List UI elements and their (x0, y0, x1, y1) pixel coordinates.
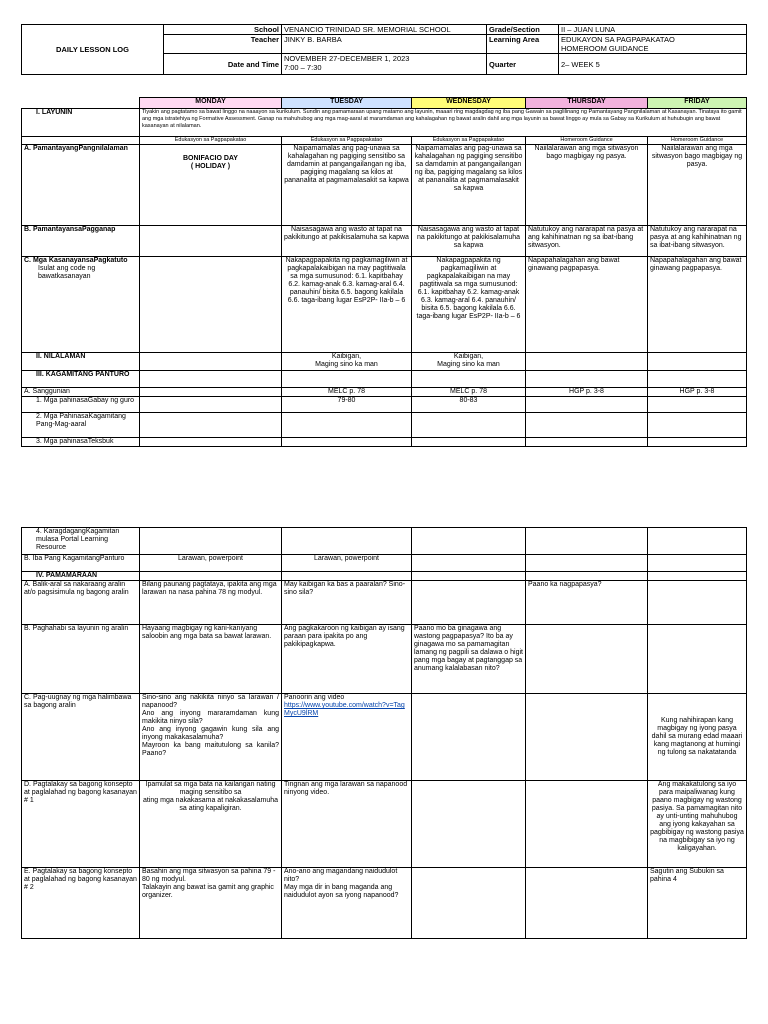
gabay-guro-tuesday: 79-80 (282, 397, 412, 413)
video-instruction: Panoorin ang video (284, 694, 345, 701)
sanggunian-label: A. Sanggunian (22, 388, 140, 397)
nilalaman-label: II. NILALAMAN (22, 353, 140, 371)
pagtalakay-1-friday: Ang makakatulong sa iyo para maipaliwanag kung paano magbigay ng wastong pasiya. Sa pamamagitan nito ay unti-unting mahuhubog ang iyong kakayahan sa pagbibigay ng wastong pasiya na magbibigay sa iyo ng kaligayahan. (648, 781, 747, 868)
pagtalakay-1-wednesday: Tingnan ang mga larawan sa napanood ninyong video. (282, 781, 412, 868)
balik-aral-label: A. Balik-aral sa nakaraang aralin at/o pagsisimula ng bagong aralin (22, 581, 140, 625)
iba-pang-kagamitan-label: B. Iba Pang KagamitangPanturo (22, 555, 140, 572)
subject-tuesday: Edukasyon sa Pagpapakatao (282, 137, 412, 145)
kagamitang-panturo-label: III. KAGAMITANG PANTURO (22, 371, 140, 388)
sanggunian-thursday: HGP p. 3-8 (526, 388, 648, 397)
day-thursday: THURSDAY (526, 98, 648, 109)
kagamitang-mag-aaral-label: 2. Mga PahinasaKagamitang Pang-Mag-aaral (22, 413, 140, 438)
c-thursday: Napapahalagahan ang bawat ginawang pagpapasya. (526, 257, 648, 353)
teksbuk-label: 3. Mga pahinasaTeksbuk (22, 438, 140, 447)
pag-uugnay-tuesday: Sino-sino ang nakikita ninyo sa larawan / napanood? Ano ang inyong mararamdaman kung makikita ninyo sila? Ano ang inyong gagawin kung sila ang inyong makakasalamuha? Mayroon ka bang maitutulong sa kanila? Paano? (140, 694, 282, 781)
kasanayan-label: C. Mga KasanayansaPagkatuto (24, 257, 128, 264)
nilalaman-tuesday: Kaibigan, Maging sino ka man (282, 353, 412, 371)
pamantayan-sa-pagganap-label: B. PamantayansaPagganap (22, 226, 140, 257)
portal-resource-label: 4. KaragdagangKagamitan mulasa Portal Learning Resource (22, 528, 140, 555)
area-value: EDUKAYON SA PAGPAPAKATAO HOMEROOM GUIDANCE (559, 35, 747, 54)
area-label: Learning Area (487, 35, 559, 54)
layunin-label: I. LAYUNIN (22, 109, 140, 137)
day-tuesday: TUESDAY (282, 98, 412, 109)
date-label: Date and Time (164, 54, 282, 75)
log-title: DAILY LESSON LOG (22, 25, 164, 75)
sanggunian-tuesday: MELC p. 78 (282, 388, 412, 397)
b-thursday: Natutukoy ang nararapat na pasya at ang kahihinatnan ng sa ibat-ibang sitwasyon. (526, 226, 648, 257)
paghahabi-thursday: Paano mo ba ginagawa ang wastong pagpapasya? Ito ba ay ginagawa mo sa pamamagitan lamang ng pagpili sa dalawa o higit pang mga bagay at pagtanggap sa anumang kalalabasan nito? (412, 625, 526, 694)
corner-cell (22, 98, 140, 109)
quarter-label: Quarter (487, 54, 559, 75)
bonifacio-day: BONIFACIO DAY ( HOLIDAY ) (140, 145, 282, 226)
c-friday: Napapahalagahan ang bawat ginawang pagpapasya. (648, 257, 747, 353)
pagtalakay-2-wednesday: Ano-ano ang magandang naidudulot nito? May mga dir in bang maganda ang naidudulot ayon sa iyong napanood? (282, 868, 412, 939)
gabay-guro-wednesday: 80-83 (412, 397, 526, 413)
c-wednesday: Nakapagpapakita ng pagkamagiliwin at pagkapalakaibigan na may pagtitiwala sa mga sumusunod: 6.1. kapitbahay 6.2. kamag-anak 6.3. kamag-aral 6.4. panauhin/ bisita 6.5. bagong kakilala 6.6. taga-ibang lugar EsP2P- IIa-b – 6 (412, 257, 526, 353)
subject-friday: Homeroom Guidance (648, 137, 747, 145)
a-thursday: Naiilalarawan ang mga sitwasyon bago magbigay ng pasya. (526, 145, 648, 226)
school-label: School (164, 25, 282, 35)
grade-value: II – JUAN LUNA (559, 25, 747, 35)
pagtalakay-1-label: D. Pagtalakay sa bagong konsepto at paglalahad ng bagong kasanayan # 1 (22, 781, 140, 868)
subject-wednesday: Edukasyon sa Pagpapakatao (412, 137, 526, 145)
gabay-guro-label: 1. Mga pahinasaGabay ng guro (22, 397, 140, 413)
sanggunian-friday: HGP p. 3-8 (648, 388, 747, 397)
pagtalakay-1-tuesday: Ipamulat sa mga bata na kailangan nating maging sensitibo sa ating mga nakakasama at nakakasalamuha sa ating kapaligiran. (140, 781, 282, 868)
balik-aral-tuesday: Bilang paunang pagtataya, ipakita ang mga larawan na nasa pahina 78 ng modyul. (140, 581, 282, 625)
date-value: NOVEMBER 27-DECEMBER 1, 2023 7:00 – 7:30 (282, 54, 487, 75)
balik-aral-wednesday: May kaibigan ka bas a paaralan? Sino-sino sila? (282, 581, 412, 625)
layunin-text: Tiyakin ang pagtatamo sa bawat linggo na naaayon sa kurikulum. Sundin ang pamamaraan upang matamo ang layunin, maaari ring magdagdag ng iba pang Gawain sa paglilinang ng Pamantayang Pangnilalaman at Kasanayan. Tinataya ito gamit ang mga istratehiya ng Formative Assessment. Ganap na mahuhubog ang mga mag-aaral at maramdaman ang kahalagahan ng bawat aralin dahil ang mga layunin sa bawat linggo ay mula sa Gabay sa Kurikulum at huhubugin ang bawat kasanayan at nilalaman. (140, 109, 747, 137)
subject-monday: Edukasyon sa Pagpapakatao (140, 137, 282, 145)
pamamaraan-label: IV. PAMAMARAAN (22, 572, 140, 581)
lesson-table-page2 (21, 527, 747, 939)
pagtalakay-2-tuesday: Basahin ang mga sitwasyon sa pahina 79 - 80 ng modyul. Talakayin ang bawat isa gamit ang graphic organizer. (140, 868, 282, 939)
b-friday: Natutukoy ang nararapat na pasya at ang kahihinatnan ng sa ibat-ibang sitwasyon. (648, 226, 747, 257)
day-friday: FRIDAY (648, 98, 747, 109)
pamantayang-pangnilalaman-label: A. PamantayangPangnilalaman (22, 145, 140, 226)
pag-uugnay-friday: Kung nahihirapan kang magbigay ng iyong pasya dahil sa murang edad maaari kang magtanong at humingi ng tulong sa nakatatanda (648, 694, 747, 781)
pagtalakay-2-friday: Sagutin ang Subukin sa pahina 4 (648, 868, 747, 939)
school-value: VENANCIO TRINIDAD SR. MEMORIAL SCHOOL (282, 25, 487, 35)
paghahabi-label: B. Paghahabi sa layunin ng aralin (22, 625, 140, 694)
a-friday: Naiilalarawan ang mga sitwasyon bago magbigay ng pasya. (648, 145, 747, 226)
a-wednesday: Naipamamalas ang pag-unawa sa kahalagahan ng pagiging sensitibo sa damdamin at pangangailangan ng iba, pagiging magalang sa kilos at pananalita at pagmamalasakit sa kapwa (412, 145, 526, 226)
pag-uugnay-wednesday-cell (282, 694, 412, 781)
nilalaman-wednesday: Kaibigan, Maging sino ka man (412, 353, 526, 371)
balik-aral-friday: Paano ka nagpapasya? (526, 581, 648, 625)
paghahabi-wednesday: Ang pagkakaroon ng kaibigan ay isang paraan para ipakita po ang pakikipagkapwa. (282, 625, 412, 694)
kasanayan-label-cell (22, 257, 140, 353)
c-tuesday: Nakapagpapakita ng pagkamagiliwin at pagkapalakaibigan na may pagtitiwala sa mga sumusunod: 6.1. kapitbahay 6.2. kamag-anak 6.3. kamag-aral 6.4. panauhin/ bisita 6.5. bagong kakilala 6.6. taga-ibang lugar EsP2P- IIa-b – 6 (282, 257, 412, 353)
paghahabi-tuesday: Hayaang magbigay ng kani-kaniyang saloobin ang mga bata sa bawat larawan. (140, 625, 282, 694)
a-tuesday: Naipamamalas ang pag-unawa sa kahalagahan ng pagiging sensitibo sa damdamin at pangangailangan ng iba, pagiging magalang sa kilos at pananalita at pagmamalasakit sa kapwa (282, 145, 412, 226)
grade-label: Grade/Section (487, 25, 559, 35)
lesson-table-page1 (21, 97, 747, 447)
subject-thursday: Homeroom Guidance (526, 137, 648, 145)
teacher-value: JINKY B. BARBA (282, 35, 487, 54)
teacher-label: Teacher (164, 35, 282, 54)
iba-pang-wednesday: Larawan, powerpoint (282, 555, 412, 572)
b-tuesday: Naisasagawa ang wasto at tapat na pakikitungo at pakikisalamuha sa kapwa (282, 226, 412, 257)
iba-pang-tuesday: Larawan, powerpoint (140, 555, 282, 572)
quarter-value: 2– WEEK 5 (559, 54, 747, 75)
sanggunian-wednesday: MELC p. 78 (412, 388, 526, 397)
header-table (21, 24, 747, 75)
day-monday: MONDAY (140, 98, 282, 109)
day-wednesday: WEDNESDAY (412, 98, 526, 109)
kasanayan-note: Isulat ang code ng bawatkasanayan (38, 265, 96, 280)
pagtalakay-2-label: E. Pagtalakay sa bagong konsepto at paglalahad ng bagong kasanayan # 2 (22, 868, 140, 939)
pag-uugnay-label: C. Pag-uugnay ng mga halimbawa sa bagong aralin (22, 694, 140, 781)
youtube-video-link[interactable]: https://www.youtube.com/watch?v=TagMycU9lRM (284, 702, 405, 717)
b-wednesday: Naisasagawa ang wasto at tapat na pakikitungo at pakikisalamuha sa kapwa (412, 226, 526, 257)
